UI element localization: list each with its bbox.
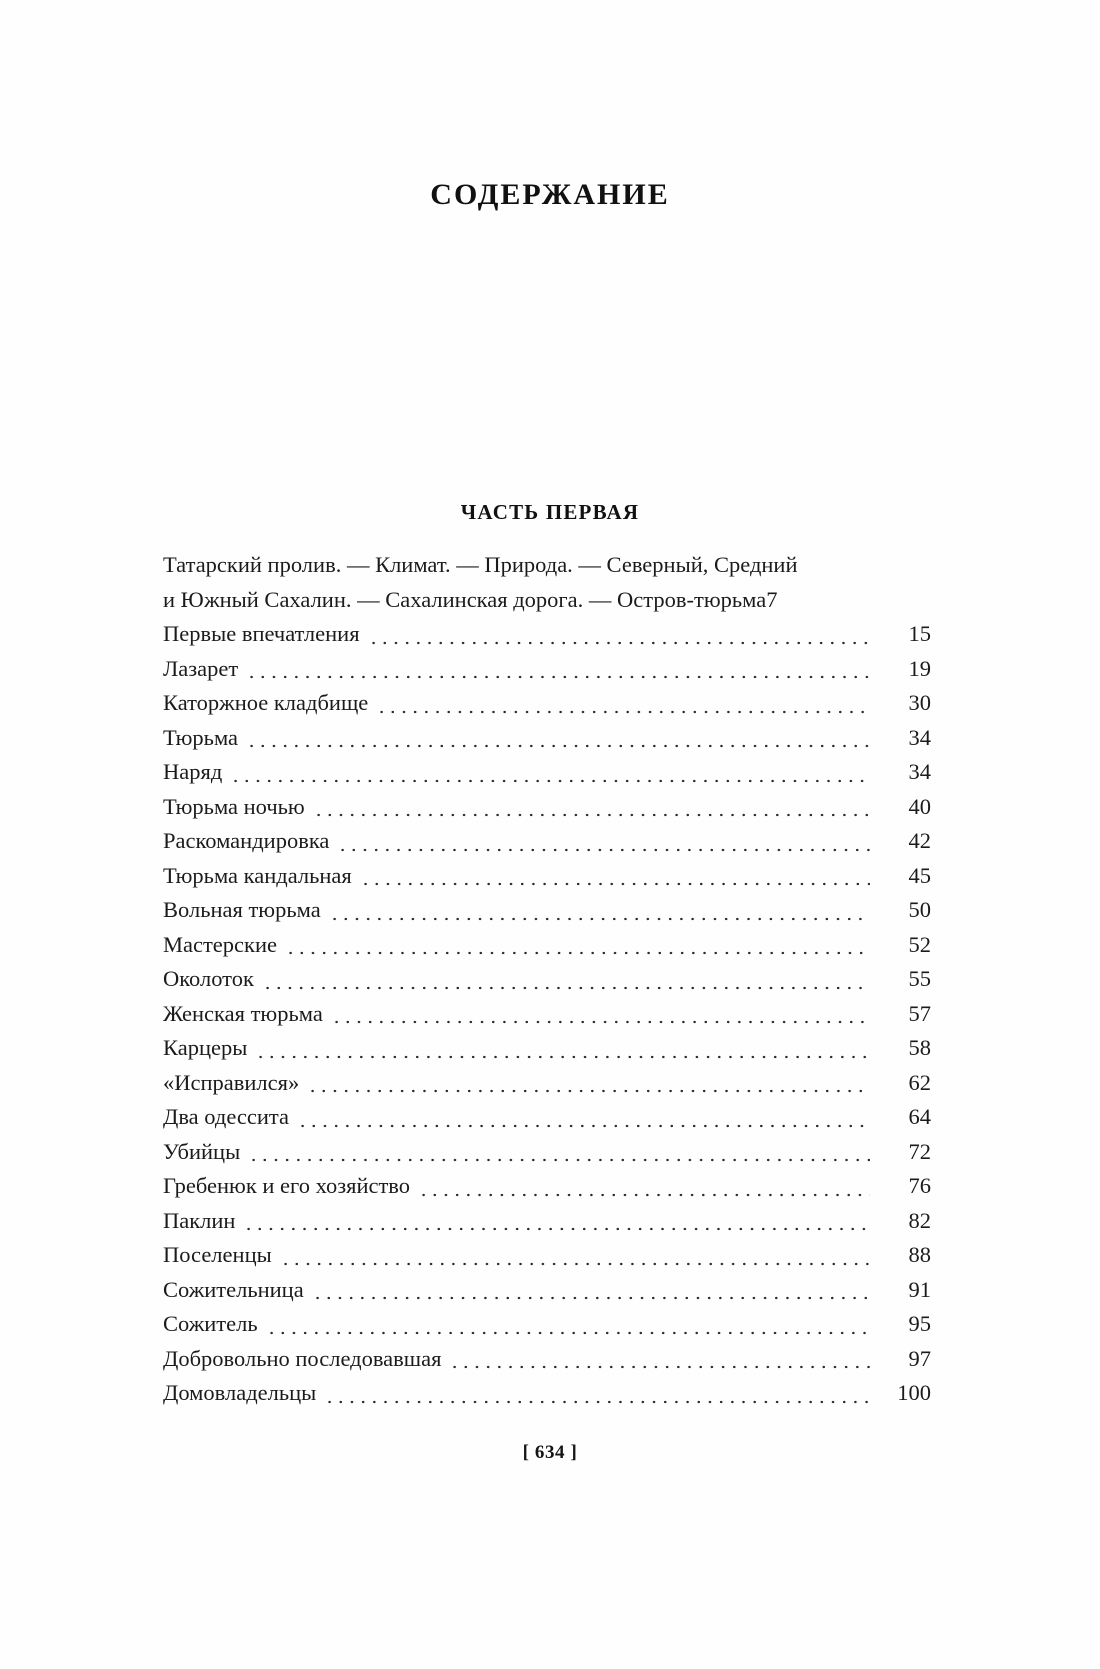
toc-page-number: 62 [908, 1069, 931, 1095]
page-title: СОДЕРЖАНИЕ [430, 178, 670, 211]
toc-entry-label: Первые впечатления [163, 621, 360, 646]
toc-page-number: 42 [908, 828, 931, 853]
dot-leader [243, 1227, 870, 1231]
toc-entry[interactable] [163, 962, 931, 997]
toc-entry[interactable] [163, 1376, 931, 1411]
dot-leader [329, 917, 870, 921]
dot-leader [324, 1400, 870, 1404]
toc-entry[interactable] [163, 652, 931, 687]
toc-entry-label: Тюрьма [163, 724, 239, 750]
dot-leader [262, 986, 870, 990]
toc-entry-first[interactable] [163, 548, 931, 617]
part-header: ЧАСТЬ ПЕРВАЯ [460, 500, 640, 524]
toc-page-number: 7 [766, 586, 778, 612]
toc-entry[interactable] [163, 1342, 931, 1377]
toc-entry-label: Раскомандировка [163, 828, 330, 853]
toc-entry-label: Паклин [163, 1207, 236, 1233]
dot-leader [418, 1193, 870, 1197]
dot-leader [285, 951, 870, 955]
toc-page-number: 95 [908, 1311, 931, 1336]
toc-entry-label: Наряд [163, 759, 223, 784]
toc-page-number: 50 [908, 897, 931, 922]
toc-entry-label: «Исправился» [163, 1069, 300, 1095]
toc-page-number: 52 [908, 931, 931, 957]
toc-page-number: 55 [908, 966, 931, 991]
toc-entry[interactable] [163, 1307, 931, 1342]
dot-leader [297, 1124, 870, 1128]
toc-page-number: 57 [908, 1000, 931, 1026]
toc-entry[interactable] [163, 1100, 931, 1135]
toc-entry-list [163, 548, 931, 1411]
toc-entry[interactable] [163, 755, 931, 790]
toc-page-number: 40 [908, 793, 931, 819]
toc-entry[interactable] [163, 997, 931, 1032]
toc-entry[interactable] [163, 617, 931, 652]
toc-entry[interactable] [163, 1169, 931, 1204]
toc-entry-label: Два одессита [163, 1104, 289, 1129]
folio-number: [ 634 ] [522, 1442, 578, 1463]
toc-entry[interactable] [163, 859, 931, 894]
toc-page-number: 72 [908, 1138, 931, 1164]
toc-entry[interactable] [163, 928, 931, 963]
dot-leader [360, 882, 870, 886]
toc-entry[interactable] [163, 1204, 931, 1239]
dot-leader [337, 848, 870, 852]
dot-leader [246, 675, 870, 679]
toc-page-number: 34 [908, 759, 931, 784]
toc-entry[interactable] [163, 721, 931, 756]
toc-page-number: 19 [908, 655, 931, 681]
toc-entry[interactable] [163, 1031, 931, 1066]
toc-entry[interactable] [163, 1135, 931, 1170]
toc-entry[interactable] [163, 1273, 931, 1308]
toc-page-number: 64 [908, 1104, 931, 1129]
dot-leader [307, 1089, 870, 1093]
toc-entry[interactable] [163, 824, 931, 859]
toc-entry-label: Каторжное кладбище [163, 690, 369, 715]
toc-entry[interactable] [163, 686, 931, 721]
dot-leader [230, 779, 870, 783]
toc-entry-label: Околоток [163, 966, 254, 991]
toc-entry[interactable] [163, 893, 931, 928]
toc-entry-label: Сожительница [163, 1276, 304, 1302]
toc-entry[interactable] [163, 790, 931, 825]
toc-page-number: 97 [908, 1345, 931, 1371]
dot-leader [280, 1262, 870, 1266]
dot-leader [331, 1020, 870, 1024]
toc-page-number: 15 [908, 621, 931, 646]
toc-page-number: 82 [908, 1207, 931, 1233]
dot-leader [246, 744, 870, 748]
toc-entry-label: Тюрьма кандальная [163, 862, 352, 888]
toc-page-number: 76 [908, 1173, 931, 1198]
toc-page-number: 100 [897, 1380, 931, 1405]
toc-page-number: 34 [908, 724, 931, 750]
toc-page-number: 45 [908, 862, 931, 888]
toc-entry-label: Домовладельцы [163, 1380, 317, 1405]
toc-entry-label: Лазарет [163, 655, 239, 681]
toc-entry-label-line2: и Южный Сахалин. — Сахалинская дорога. — Остров-тюрьма [163, 586, 767, 612]
dot-leader [255, 1055, 870, 1059]
toc-entry-label: Женская тюрьма [163, 1000, 323, 1026]
toc-entry-label: Тюрьма ночью [163, 793, 305, 819]
toc-entry-label: Поселенцы [163, 1242, 272, 1267]
dot-leader [368, 641, 870, 645]
dot-leader [248, 1158, 870, 1162]
toc-entry-label: Сожитель [163, 1311, 258, 1336]
toc-entry-label-line1: Татарский пролив. — Климат. — Природа. — Северный, Средний [163, 552, 798, 577]
dot-leader [312, 1296, 870, 1300]
toc-entry-label: Убийцы [163, 1138, 241, 1164]
dot-leader [376, 710, 870, 714]
dot-leader [449, 1365, 870, 1369]
dot-leader [266, 1331, 870, 1335]
toc-page-number: 91 [908, 1276, 931, 1302]
toc-entry[interactable] [163, 1238, 931, 1273]
toc-entry-label: Мастерские [163, 931, 277, 957]
dot-leader [313, 813, 870, 817]
toc-entry-label: Вольная тюрьма [163, 897, 321, 922]
toc-page-number: 30 [908, 690, 931, 715]
toc-entry-label: Добровольно последовавшая [163, 1345, 442, 1371]
toc-entry-label: Гребенюк и его хозяйство [163, 1173, 411, 1198]
toc-page-number: 88 [908, 1242, 931, 1267]
toc-page-number: 58 [908, 1035, 931, 1060]
toc-entry[interactable] [163, 1066, 931, 1101]
toc-entry-label: Карцеры [163, 1035, 248, 1060]
